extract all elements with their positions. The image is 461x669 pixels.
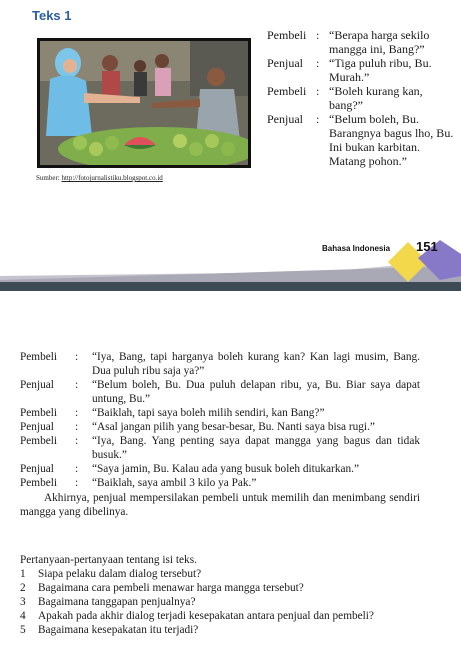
- dialog-speaker: Penjual: [267, 112, 303, 126]
- dialog-speaker: Pembeli: [20, 407, 58, 419]
- dialog-colon: :: [316, 28, 320, 42]
- dialog-text: “Iya, Bang, tapi harganya boleh kurang kan? Kan lagi musim, Bang. Dua puluh ribu saja ya?”: [92, 351, 420, 377]
- dialog-text: “Baiklah, saya ambil 3 kilo ya Pak.”: [92, 477, 257, 489]
- question-number: 1: [20, 568, 26, 580]
- dialog-text: “Berapa harga sekilo mangga ini, Bang?”: [329, 28, 430, 56]
- question-number: 3: [20, 596, 26, 608]
- dialog-text: “Belum boleh, Bu. Barangnya bagus lho, Bu. Ini bukan karbitan. Matang pohon.”: [329, 112, 454, 168]
- question-text: Bagaimana tanggapan penjualnya?: [38, 596, 196, 608]
- dialog-speaker: Pembeli: [267, 84, 307, 98]
- question-text: Siapa pelaku dalam dialog tersebut?: [38, 568, 202, 580]
- question-item: [20, 623, 430, 637]
- dialog-line: [20, 406, 420, 420]
- question-number: 5: [20, 624, 26, 636]
- question-number: 4: [20, 610, 26, 622]
- dialog-speaker: Pembeli: [20, 351, 58, 363]
- question-text: Bagaimana kesepakatan itu terjadi?: [38, 624, 199, 636]
- page-number: 151: [416, 239, 438, 254]
- market-photo-illustration: [40, 41, 248, 165]
- dialog-speaker: Penjual: [267, 56, 303, 70]
- dialog-colon: :: [75, 463, 79, 475]
- dialog-speaker: Penjual: [20, 463, 54, 475]
- narration-paragraph: Akhirnya, penjual mempersilakan pembeli untuk memilih dan menimbang sendiri mangga yang dibelinya.: [20, 492, 420, 518]
- dialog-speaker: Pembeli: [267, 28, 307, 42]
- dialog-colon: :: [75, 421, 79, 433]
- dialog-line: [20, 420, 420, 434]
- book-subject-label: Bahasa Indonesia: [322, 244, 391, 253]
- dialog-speaker: Pembeli: [20, 435, 58, 447]
- dialog-colon: :: [75, 379, 79, 391]
- dialog-text: “Boleh kurang kan, bang?”: [329, 84, 423, 112]
- dialog-colon: :: [316, 84, 320, 98]
- question-item: [20, 609, 430, 623]
- dialog-line: [20, 462, 420, 476]
- dialog-line: [20, 434, 420, 462]
- market-photo: [37, 38, 251, 168]
- dialog-line: [20, 350, 420, 378]
- dialog-continued: [20, 350, 420, 519]
- book-page-top: [0, 0, 461, 282]
- dialog-colon: :: [75, 407, 79, 419]
- dialog-text: “Baiklah, tapi saya boleh milih sendiri, kan Bang?”: [92, 407, 325, 419]
- dialog-text: “Asal jangan pilih yang besar-besar, Bu. Nanti saya bisa rugi.”: [92, 421, 375, 433]
- dialog-line: [20, 476, 420, 490]
- dialog-text: “Iya, Bang. Yang penting saya dapat mangga yang bagus dan tidak busuk.”: [92, 435, 420, 461]
- question-item: [20, 595, 430, 609]
- dialog-line: [267, 84, 457, 112]
- dialog-text: “Tiga puluh ribu, Bu. Murah.”: [329, 56, 432, 84]
- dialog-line: [267, 28, 457, 56]
- dialog-speaker: Pembeli: [20, 477, 58, 489]
- dialog-text: “Belum boleh, Bu. Dua puluh delapan ribu, ya, Bu. Biar saya dapat untung, Bu.”: [92, 379, 420, 405]
- photo-source: [36, 174, 163, 182]
- dialog-speaker: Penjual: [20, 379, 54, 391]
- photo-source-url[interactable]: http://fotojurnalistiku.blogspot.co.id: [61, 174, 163, 182]
- dialog-top: [267, 28, 457, 168]
- dialog-text: “Saya jamin, Bu. Kalau ada yang busuk boleh ditukarkan.”: [92, 463, 359, 475]
- dialog-colon: :: [75, 435, 79, 447]
- question-item: [20, 581, 430, 595]
- dialog-colon: :: [316, 112, 320, 126]
- question-text: Bagaimana cara pembeli menawar harga mangga tersebut?: [38, 582, 304, 594]
- text-title: Teks 1: [32, 8, 72, 23]
- questions-intro: Pertanyaan-pertanyaan tentang isi teks.: [20, 554, 197, 566]
- dialog-line: [20, 378, 420, 406]
- question-item: [20, 567, 430, 581]
- question-number: 2: [20, 582, 26, 594]
- photo-source-label: Sumber:: [36, 174, 60, 182]
- dialog-colon: :: [316, 56, 320, 70]
- page-separator: [0, 282, 461, 291]
- dialog-line: [267, 56, 457, 84]
- questions-section: [20, 553, 430, 637]
- footer-decoration: [0, 240, 461, 282]
- book-page-bottom: [0, 291, 461, 669]
- dialog-speaker: Penjual: [20, 421, 54, 433]
- dialog-colon: :: [75, 351, 79, 363]
- question-text: Apakah pada akhir dialog terjadi kesepakatan antara penjual dan pembeli?: [38, 610, 374, 622]
- dialog-colon: :: [75, 477, 79, 489]
- dialog-line: [267, 112, 457, 168]
